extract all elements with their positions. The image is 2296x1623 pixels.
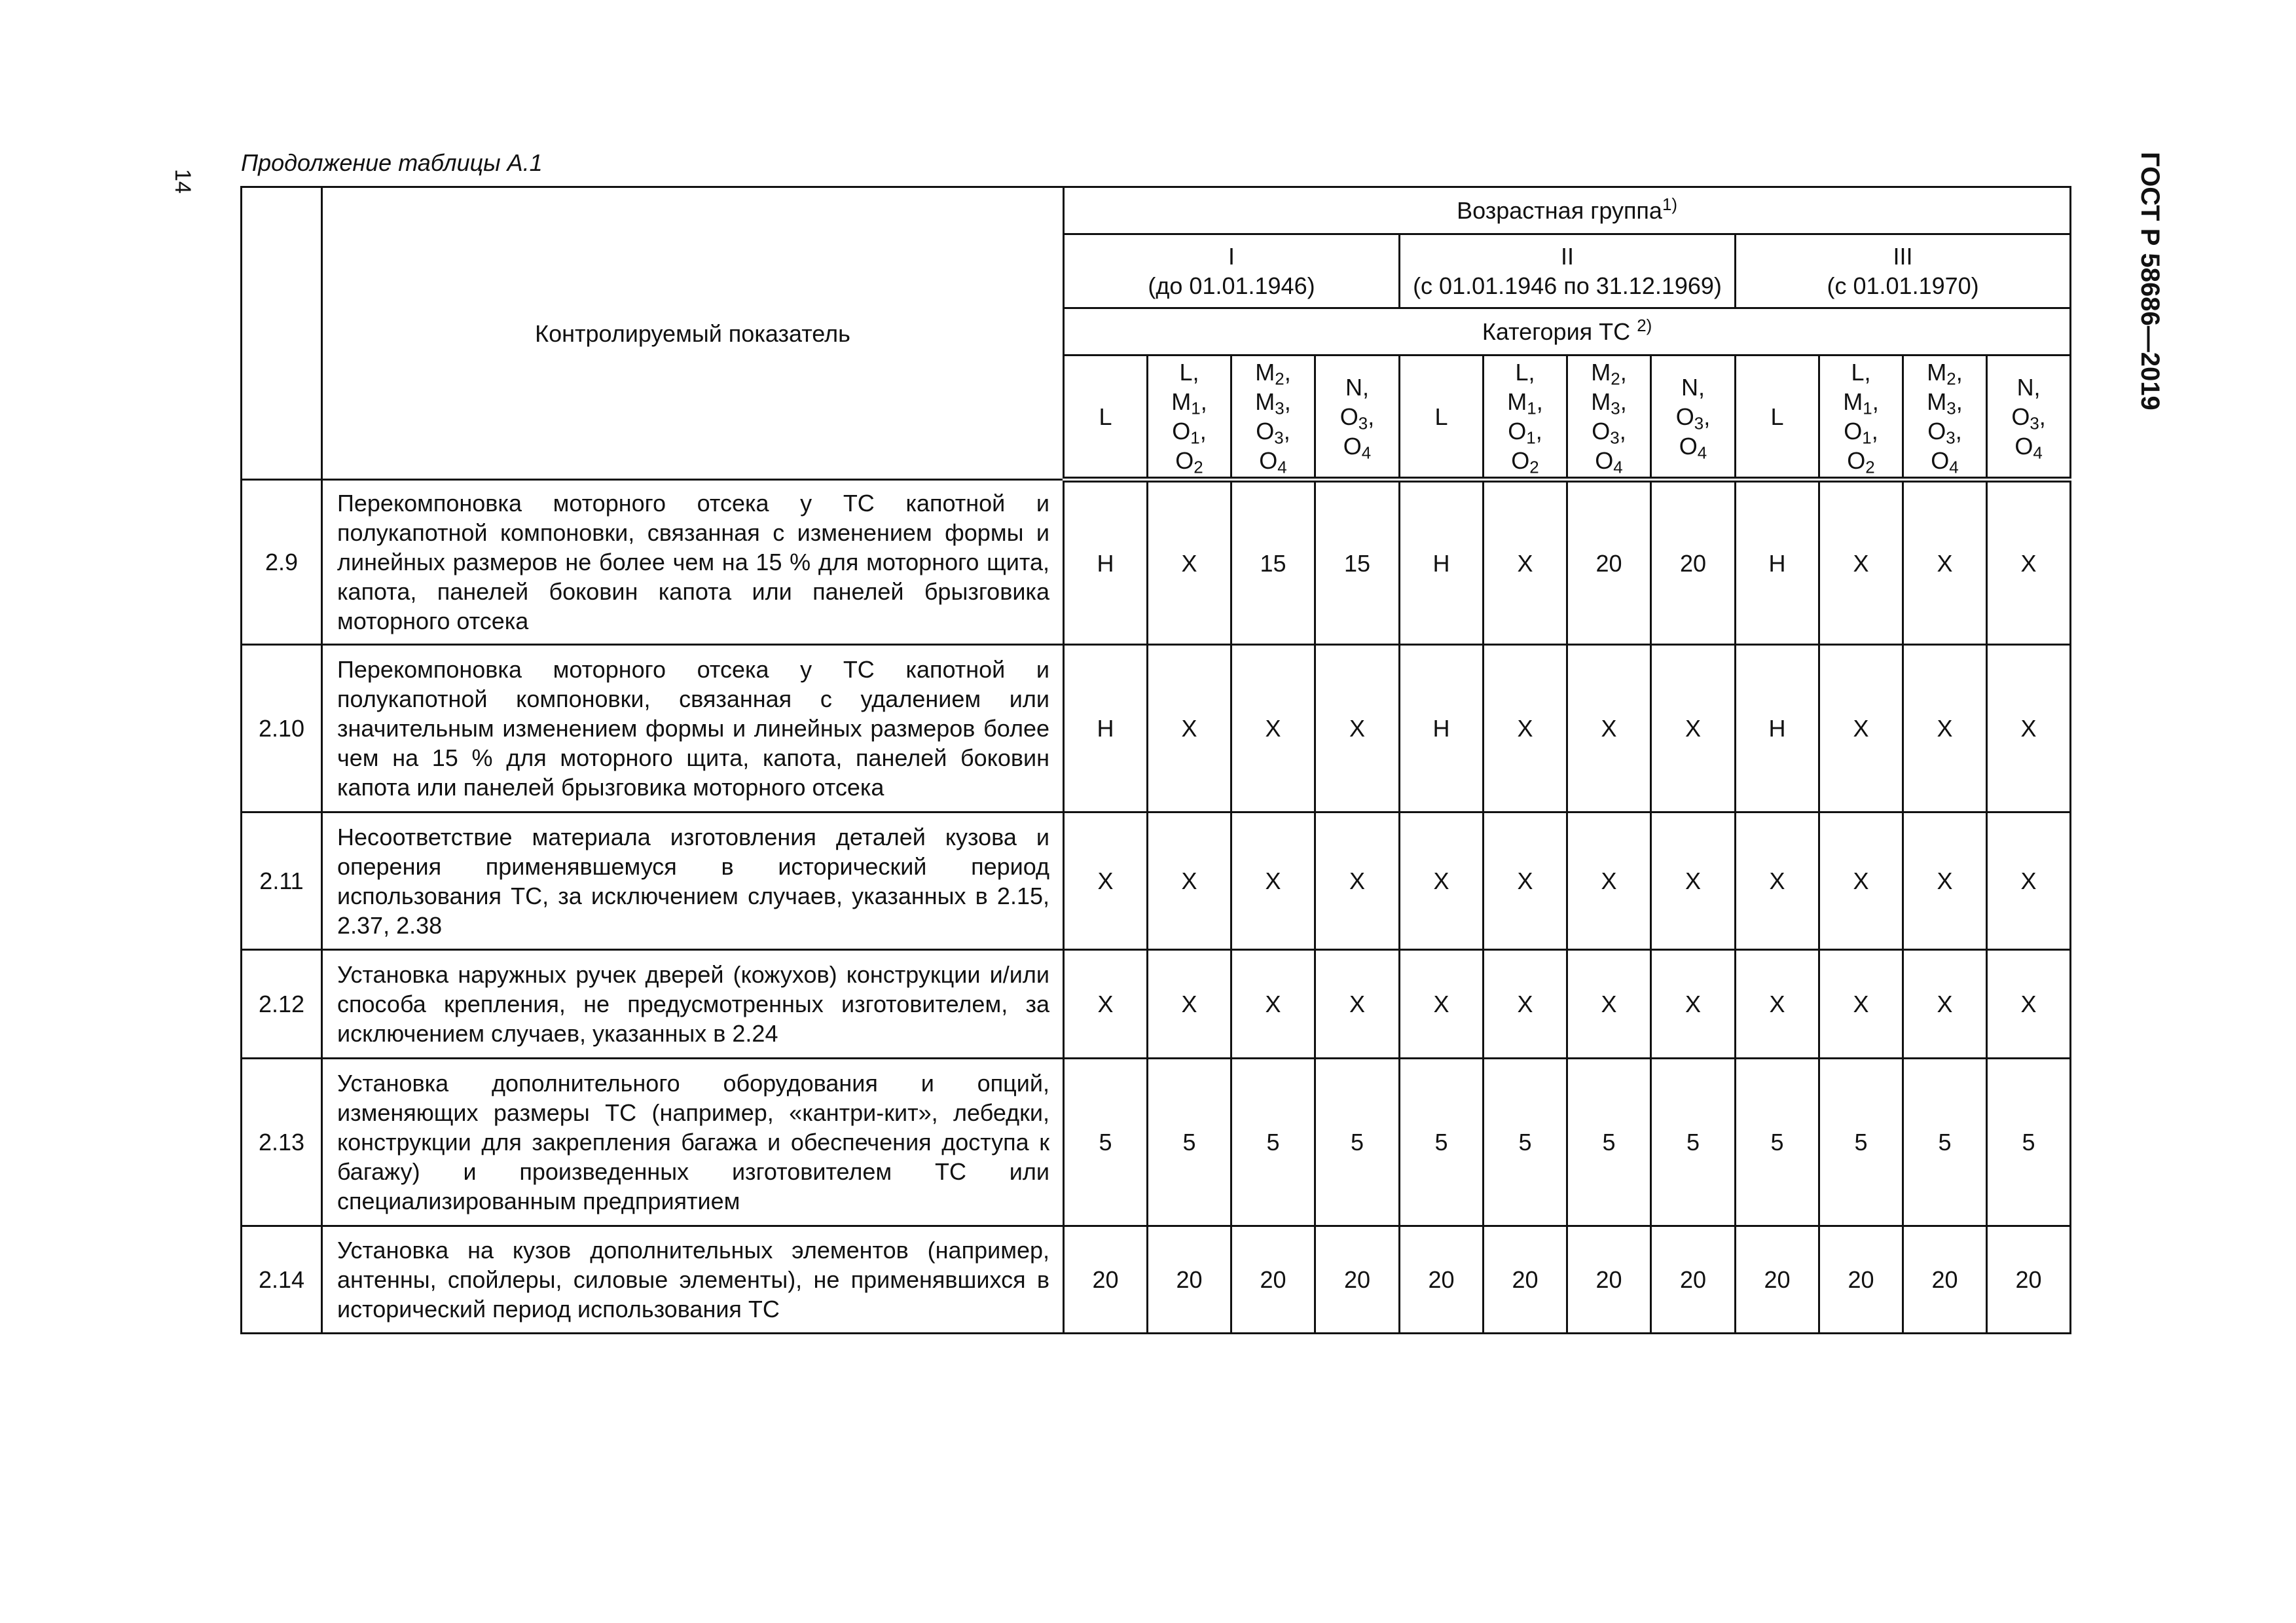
cell-value: Х xyxy=(1231,812,1315,950)
cell-value: 5 xyxy=(1148,1059,1231,1226)
category-l: L xyxy=(1400,356,1484,480)
category-m2-m3-o3-o4: $M_2$, $M_3$, $O_3$, $O_4$ xyxy=(1567,356,1651,480)
cell-value: Х xyxy=(1819,480,1903,645)
page-number: 14 xyxy=(170,169,195,194)
cell-value: 5 xyxy=(1400,1059,1484,1226)
row-indicator-text: Установка дополнительного оборудования и опций, изменяющих размеры ТС (например, «кантри-кит», лебедки, конструкции для закрепления багажа и обеспечения доступа к багажу) и произведенных изготовителем ТС или специализированным предприятием xyxy=(322,1059,1064,1226)
category-n-o3-o4: N, $O_3$, $O_4$ xyxy=(1651,356,1736,480)
cell-value: Х xyxy=(1903,950,1987,1059)
cell-value: 20 xyxy=(1651,1226,1736,1334)
cell-value: Х xyxy=(1148,645,1231,812)
cell-value: 20 xyxy=(1400,1226,1484,1334)
category-l-m1-o1-o2: L, $M_1$, $O_1$, $O_2$ xyxy=(1484,356,1567,480)
cell-value: Х xyxy=(1231,645,1315,812)
cell-value: 20 xyxy=(1987,1226,2071,1334)
category-l-m1-o1-o2: L, $M_1$, $O_1$, $O_2$ xyxy=(1148,356,1231,480)
cell-value: Н xyxy=(1400,645,1484,812)
cell-value: 20 xyxy=(1484,1226,1567,1334)
cell-value: 5 xyxy=(1315,1059,1400,1226)
cell-value: Х xyxy=(1400,950,1484,1059)
category-l: L xyxy=(1064,356,1148,480)
cell-value: 5 xyxy=(1484,1059,1567,1226)
cell-value: Х xyxy=(1064,950,1148,1059)
table-row xyxy=(242,480,2071,645)
cell-value: Х xyxy=(1484,812,1567,950)
cell-value: Х xyxy=(1148,480,1231,645)
table-row xyxy=(242,812,2071,950)
cell-value: Х xyxy=(1484,645,1567,812)
cell-value: Х xyxy=(1315,812,1400,950)
cell-value: 15 xyxy=(1231,480,1315,645)
cell-value: Н xyxy=(1064,645,1148,812)
cell-value: 5 xyxy=(1903,1059,1987,1226)
cell-value: Х xyxy=(1400,812,1484,950)
document-id: ГОСТ Р 58686—2019 xyxy=(2136,152,2164,410)
cell-value: 20 xyxy=(1651,480,1736,645)
cell-value: Х xyxy=(1231,950,1315,1059)
cell-value: Х xyxy=(1903,645,1987,812)
cell-value: Х xyxy=(1987,812,2071,950)
footnote-2-marker: 2) xyxy=(1637,317,1652,335)
cell-value: 5 xyxy=(1651,1059,1736,1226)
cell-value: 15 xyxy=(1315,480,1400,645)
row-number: 2.13 xyxy=(242,1059,322,1226)
table-row xyxy=(242,950,2071,1059)
category-l-m1-o1-o2: L, $M_1$, $O_1$, $O_2$ xyxy=(1819,356,1903,480)
cell-value: Х xyxy=(1819,950,1903,1059)
category-m2-m3-o3-o4: $M_2$, $M_3$, $O_3$, $O_4$ xyxy=(1903,356,1987,480)
vehicle-category-header: Категория ТС $^{2)}$ xyxy=(1064,308,2071,356)
category-n-o3-o4: N, $O_3$, $O_4$ xyxy=(1987,356,2071,480)
cell-value: Х xyxy=(1651,950,1736,1059)
cell-value: Х xyxy=(1903,480,1987,645)
cell-value: 20 xyxy=(1148,1226,1231,1334)
cell-value: Х xyxy=(1819,645,1903,812)
cell-value: Х xyxy=(1064,812,1148,950)
row-number: 2.12 xyxy=(242,950,322,1059)
category-l: L xyxy=(1736,356,1819,480)
cell-value: Х xyxy=(1987,645,2071,812)
cell-value: 5 xyxy=(1819,1059,1903,1226)
cell-value: Х xyxy=(1484,480,1567,645)
cell-value: 20 xyxy=(1567,1226,1651,1334)
cell-value: Х xyxy=(1148,812,1231,950)
table-row xyxy=(242,1059,2071,1226)
cell-value: Х xyxy=(1148,950,1231,1059)
requirements-table xyxy=(240,186,2071,1334)
cell-value: Х xyxy=(1315,950,1400,1059)
cell-value: Х xyxy=(1651,645,1736,812)
cell-value: Х xyxy=(1736,950,1819,1059)
cell-value: Н xyxy=(1064,480,1148,645)
age-group-1: I (до 01.01.1946) xyxy=(1064,234,1400,308)
row-indicator-text: Установка на кузов дополнительных элементов (например, антенны, спойлеры, силовые элементы), не применявшихся в исторический период использования ТС xyxy=(322,1226,1064,1334)
cell-value: 20 xyxy=(1736,1226,1819,1334)
row-indicator-text: Перекомпоновка моторного отсека у ТС капотной и полукапотной компоновки, связанная с удалением или значительным изменением формы и линейных размеров более чем на 15 % для моторного щита, капота, панелей боковин капота или панелей брызговика моторного отсека xyxy=(322,645,1064,812)
cell-value: Х xyxy=(1567,812,1651,950)
cell-value: 5 xyxy=(1064,1059,1148,1226)
cell-value: Х xyxy=(1567,645,1651,812)
cell-value: Х xyxy=(1651,812,1736,950)
row-number-header xyxy=(242,187,322,480)
table-caption: Продолжение таблицы А.1 xyxy=(241,149,543,176)
cell-value: 5 xyxy=(1567,1059,1651,1226)
cell-value: Х xyxy=(1736,812,1819,950)
cell-value: 20 xyxy=(1819,1226,1903,1334)
row-number: 2.14 xyxy=(242,1226,322,1334)
row-number: 2.11 xyxy=(242,812,322,950)
category-m2-m3-o3-o4: $M_2$, $M_3$, $O_3$, $O_4$ xyxy=(1231,356,1315,480)
age-group-2: II (с 01.01.1946 по 31.12.1969) xyxy=(1400,234,1736,308)
cell-value: Х xyxy=(1987,950,2071,1059)
cell-value: Н xyxy=(1736,645,1819,812)
cell-value: Х xyxy=(1819,812,1903,950)
age-group-3: III (с 01.01.1970) xyxy=(1736,234,2071,308)
row-indicator-text: Установка наружных ручек дверей (кожухов) конструкции и/или способа крепления, не предусмотренных изготовителем, за исключением случаев, указанных в 2.24 xyxy=(322,950,1064,1059)
table-row xyxy=(242,645,2071,812)
indicator-header: Контролируемый показатель xyxy=(322,187,1064,480)
cell-value: 5 xyxy=(1736,1059,1819,1226)
category-n-o3-o4: N, $O_3$, $O_4$ xyxy=(1315,356,1400,480)
cell-value: 20 xyxy=(1315,1226,1400,1334)
cell-value: 5 xyxy=(1987,1059,2071,1226)
cell-value: 20 xyxy=(1064,1226,1148,1334)
table-row xyxy=(242,1226,2071,1334)
footnote-1-marker: 1) xyxy=(1662,196,1677,214)
cell-value: 20 xyxy=(1567,480,1651,645)
cell-value: Н xyxy=(1736,480,1819,645)
cell-value: 20 xyxy=(1903,1226,1987,1334)
cell-value: Х xyxy=(1315,645,1400,812)
row-indicator-text: Перекомпоновка моторного отсека у ТС капотной и полукапотной компоновки, связанная с изменением формы и линейных размеров не более чем на 15 % для моторного щита, капота, панелей боковин капота или панелей брызговика моторного отсека xyxy=(322,480,1064,645)
row-indicator-text: Несоответствие материала изготовления деталей кузова и оперения применявшемуся в исторический период использования ТС, за исключением случаев, указанных в 2.15, 2.37, 2.38 xyxy=(322,812,1064,950)
cell-value: Х xyxy=(1484,950,1567,1059)
cell-value: Х xyxy=(1903,812,1987,950)
cell-value: 20 xyxy=(1231,1226,1315,1334)
cell-value: Х xyxy=(1987,480,2071,645)
cell-value: 5 xyxy=(1231,1059,1315,1226)
cell-value: Н xyxy=(1400,480,1484,645)
age-group-header: Возрастная группа$^{1)}$ xyxy=(1064,187,2071,234)
cell-value: Х xyxy=(1567,950,1651,1059)
row-number: 2.10 xyxy=(242,645,322,812)
row-number: 2.9 xyxy=(242,480,322,645)
